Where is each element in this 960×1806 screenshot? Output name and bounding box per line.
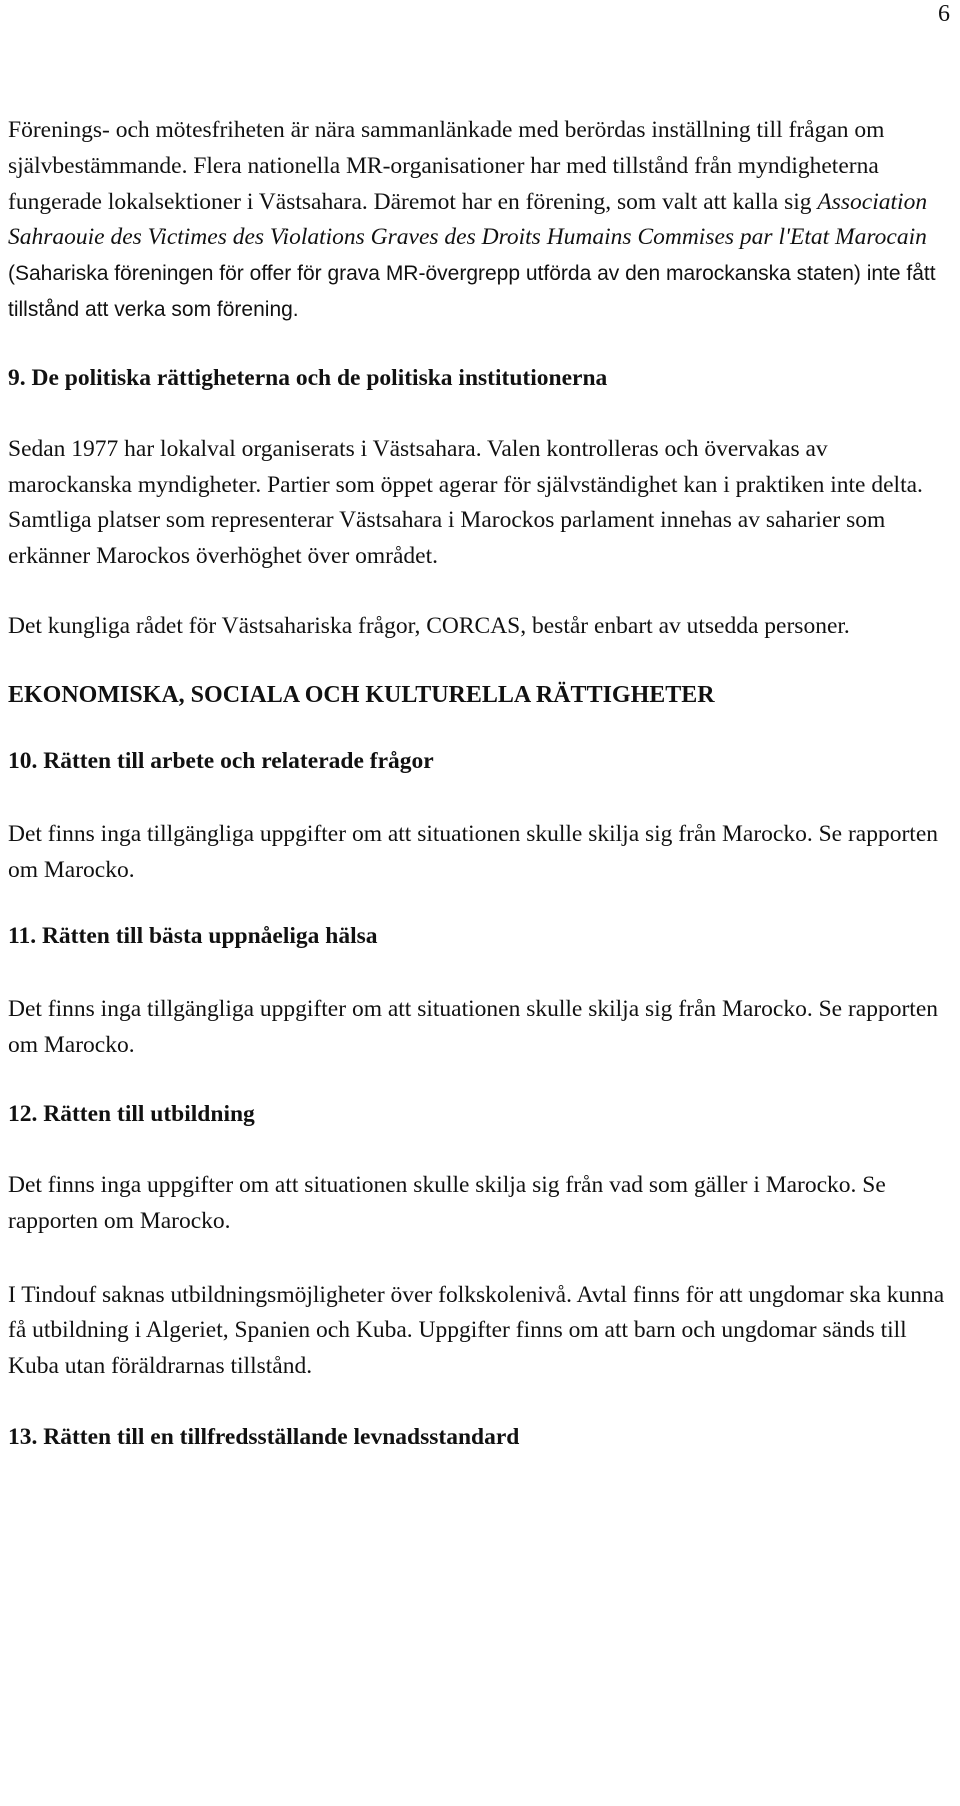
section-10-paragraph-1: Det finns inga tillgängliga uppgifter om att situationen skulle skilja sig från Marocko. Se rapporten om Marocko. [8,820,939,883]
section-12-heading: 12. Rätten till utbildning [8,1100,255,1127]
section-9-paragraph-1: Sedan 1977 har lokalval organiserats i Västsahara. Valen kontrolleras och övervakas av marockanska myndigheter. Partier som öppet agerar för självständighet kan i praktiken inte delta. Samtliga platser som representerar Västsahara i Marockos parlament innehas av saharier som erkänner Marockos överhöghet över området. [8,435,923,570]
intro-text-a: Förenings- och mötesfriheten är nära sammanlänkade med berördas inställning till frågan om självbestämmande. Flera nationella MR-organisationer har med [8,117,885,179]
intro-text-c: (Sahariska föreningen för offer för grava MR-övergrepp utförda av den marockanska staten) inte fått tillstånd att verka som förening. [8,262,936,321]
section-12-paragraph-2: I Tindouf saknas utbildningsmöjligheter över folkskolenivå. Avtal finns för att ungdomar ska kunna få utbildning i Algeriet, Spanien och Kuba. Uppgifter finns om att barn och ungdomar sänds till Kuba utan föräldrarnas tillstånd. [8,1281,945,1380]
section-9-heading: 9. De politiska rättigheterna och de politiska institutionerna [8,364,608,391]
section-13-heading: 13. Rätten till en tillfredsställande levnadsstandard [8,1423,520,1450]
section-10-heading: 10. Rätten till arbete och relaterade frågor [8,747,434,774]
association-name: Association Sahraouie des Victimes des Violations Graves des Droits Humains Commises par l'Etat Marocain [8,188,928,251]
section-11-paragraph-1: Det finns inga tillgängliga uppgifter om att situationen skulle skilja sig från Marocko. Se rapporten om Marocko. [8,996,939,1059]
intro-text-b: tillstånd från myndigheterna fungerade lokalsektioner i Västsahara. Däremot har en förening, som valt att kalla sig [8,152,879,215]
intro-paragraph [8,113,948,328]
document-body [8,113,953,1453]
section-11-heading: 11. Rätten till bästa uppnåeliga hälsa [8,923,378,950]
part-heading: EKONOMISKA, SOCIALA OCH KULTURELLA RÄTTIGHETER [8,681,715,708]
page-number: 6 [938,1,950,27]
section-9-paragraph-2: Det kungliga rådet för Västsahariska frågor, CORCAS, består enbart av utsedda personer. [8,612,850,639]
section-12-paragraph-1: Det finns inga uppgifter om att situationen skulle skilja sig från vad som gäller i Marocko. Se rapporten om Marocko. [8,1171,886,1234]
